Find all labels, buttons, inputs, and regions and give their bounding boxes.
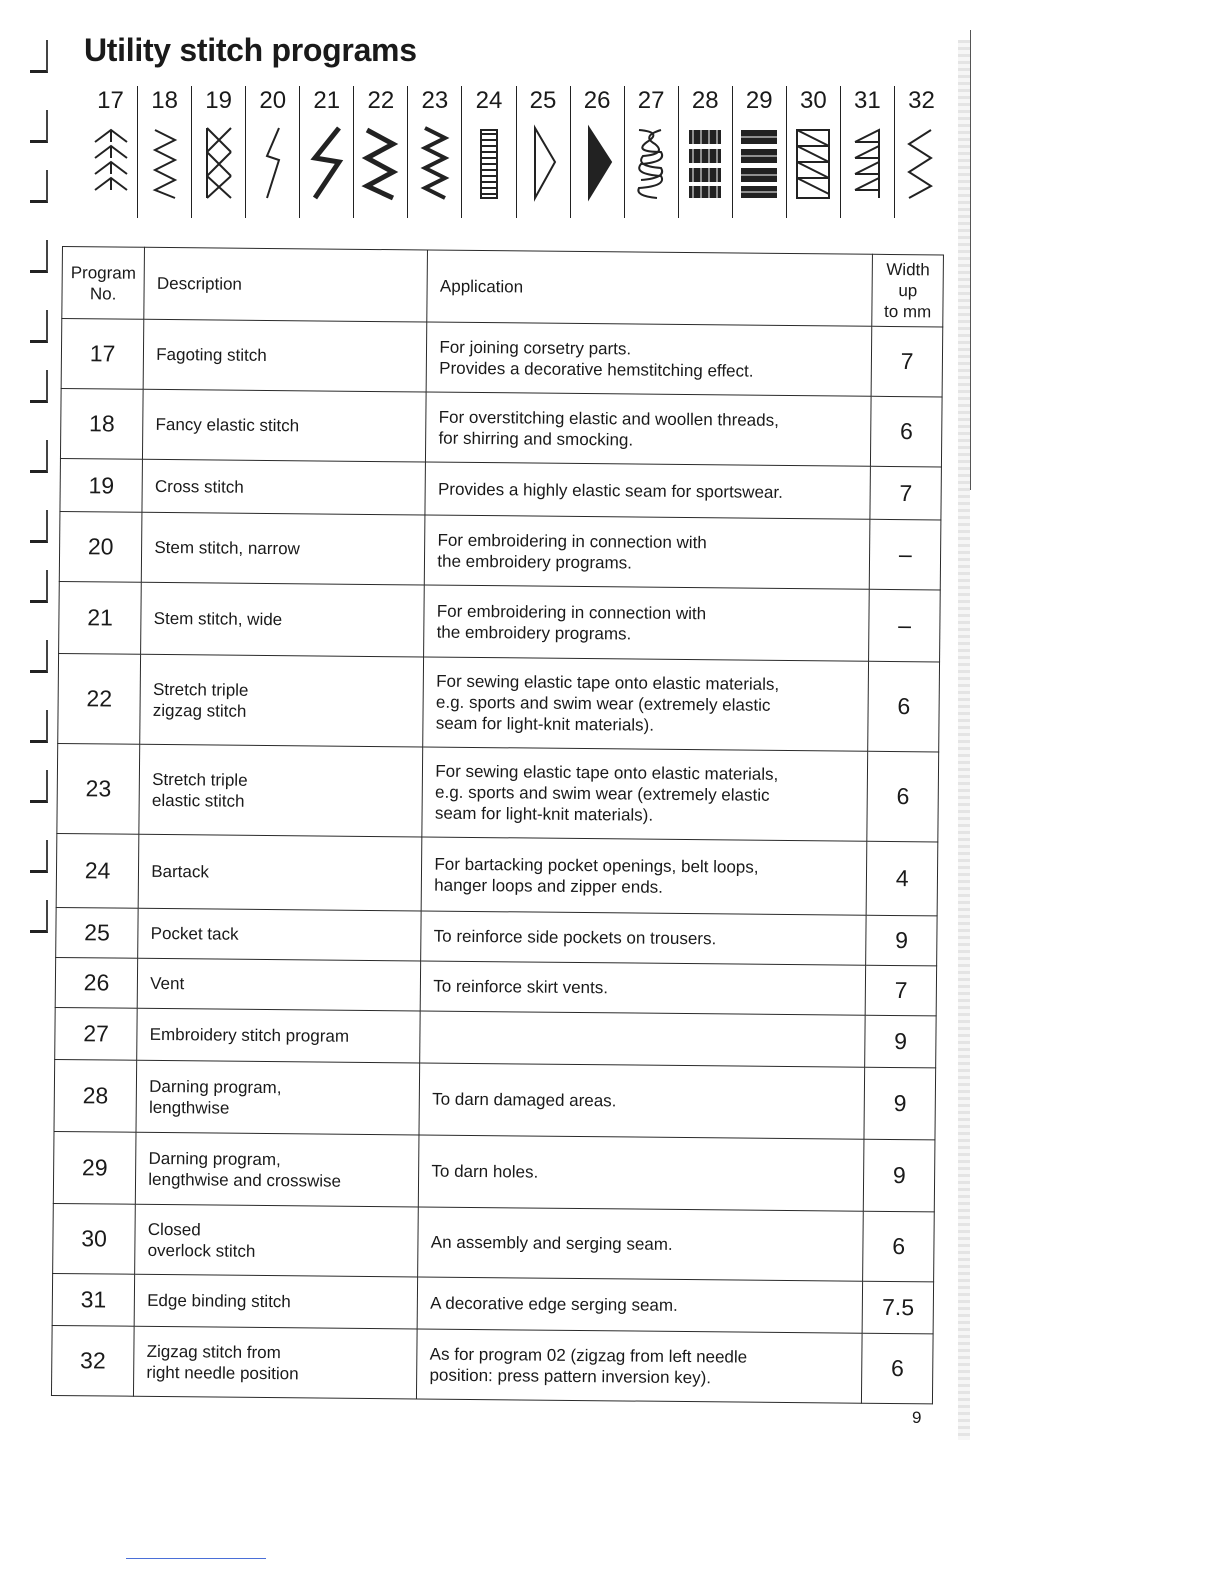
program-number: 21	[59, 581, 142, 654]
program-width: 6	[862, 1333, 933, 1404]
stitch-number: 27	[637, 87, 665, 114]
program-number: 32	[51, 1325, 134, 1396]
scan-artifact-line	[126, 1558, 266, 1559]
program-width: 6	[867, 751, 938, 842]
stitch-pattern-strip	[84, 86, 948, 218]
program-number: 29	[53, 1131, 136, 1204]
table-row	[61, 319, 943, 397]
stitch-number: 28	[691, 87, 719, 114]
program-number: 25	[56, 907, 139, 958]
stitch-cell-26	[571, 86, 625, 218]
closed-overlock-icon	[789, 122, 837, 202]
edge-binding-icon	[843, 122, 891, 202]
program-number: 27	[55, 1007, 138, 1060]
program-description: Stem stitch, narrow	[142, 512, 426, 585]
program-width: 7.5	[863, 1281, 934, 1334]
stitch-number: 25	[529, 87, 557, 114]
page-edge-line	[970, 30, 971, 490]
fancy-elastic-stitch-icon	[141, 122, 189, 202]
stitch-number: 23	[421, 87, 449, 114]
stitch-number: 22	[367, 87, 395, 114]
program-application: For sewing elastic tape onto elastic materials, e.g. sports and swim wear (extremely elastic seam for light-knit materials).	[423, 657, 869, 751]
darning-lengthwise-icon	[681, 122, 729, 202]
program-description: Fagoting stitch	[143, 319, 427, 392]
stitch-number: 24	[475, 87, 503, 114]
program-number: 18	[60, 388, 143, 459]
table-row	[55, 1007, 936, 1067]
stem-stitch-wide-icon	[303, 122, 351, 202]
program-application: For joining corsetry parts. Provides a decorative hemstitching effect.	[426, 322, 872, 396]
table-row	[53, 1131, 935, 1211]
table-header-row	[62, 247, 944, 327]
program-description: Zigzag stitch from right needle position	[134, 1326, 418, 1399]
header-width: Width up to mm	[872, 254, 943, 327]
program-width: 7	[870, 466, 941, 520]
program-description: Stem stitch, wide	[141, 582, 425, 657]
program-description: Darning program, lengthwise	[136, 1060, 420, 1135]
stretch-triple-elastic-icon	[411, 122, 459, 202]
stitch-cell-25	[517, 86, 571, 218]
page-title: Utility stitch programs	[84, 32, 417, 68]
program-application: To darn damaged areas.	[419, 1063, 865, 1139]
program-width: 6	[863, 1211, 934, 1282]
program-application	[420, 1011, 866, 1067]
embroidery-stitch-icon	[627, 122, 675, 202]
program-description: Pocket tack	[138, 908, 422, 961]
vent-icon	[573, 122, 621, 202]
program-number: 31	[52, 1273, 135, 1326]
stitch-cell-23	[408, 86, 462, 218]
stitch-cell-19	[192, 86, 246, 218]
stitch-programs-table	[51, 246, 944, 1404]
table-row	[54, 1059, 936, 1139]
darning-crosswise-icon	[735, 122, 783, 202]
program-application: An assembly and serging seam.	[418, 1207, 864, 1281]
program-width: 9	[866, 915, 937, 966]
program-number: 28	[54, 1059, 137, 1132]
program-width: 6	[868, 661, 939, 752]
table-row	[56, 907, 937, 965]
program-width: 6	[871, 396, 942, 467]
table-row	[59, 581, 941, 661]
table-row	[55, 957, 936, 1015]
program-number: 30	[53, 1203, 136, 1274]
table-row	[60, 458, 941, 519]
stitch-number: 17	[97, 87, 124, 114]
program-description: Embroidery stitch program	[137, 1008, 421, 1063]
table-row	[60, 388, 942, 466]
header-description: Description	[144, 247, 428, 322]
stitch-cell-22	[354, 86, 408, 218]
program-application: For overstitching elastic and woollen threads, for shirring and smocking.	[426, 392, 872, 466]
stretch-triple-zigzag-icon	[357, 122, 405, 202]
program-application: As for program 02 (zigzag from left needle position: press pattern inversion key).	[417, 1329, 863, 1403]
stitch-number: 18	[151, 87, 178, 114]
table-row	[52, 1273, 933, 1333]
table-row	[59, 511, 941, 589]
stitch-table-wrapper	[62, 246, 944, 1396]
stitch-number: 20	[259, 87, 287, 114]
stitch-cell-27	[625, 86, 679, 218]
stem-stitch-narrow-icon	[249, 122, 297, 202]
program-description: Cross stitch	[142, 459, 426, 515]
cross-stitch-icon	[195, 122, 243, 202]
stitch-number: 29	[745, 87, 773, 114]
program-number: 26	[55, 957, 138, 1008]
stitch-number: 30	[799, 87, 827, 114]
table-row	[51, 1325, 933, 1403]
stitch-cell-20	[246, 86, 300, 218]
program-description: Edge binding stitch	[134, 1274, 418, 1329]
zigzag-right-needle-icon	[897, 122, 945, 202]
program-description: Stretch triple elastic stitch	[139, 744, 423, 837]
program-application: To darn holes.	[419, 1135, 865, 1211]
program-width: 4	[867, 841, 938, 916]
stitch-number: 26	[583, 87, 611, 114]
program-width: 7	[866, 965, 937, 1016]
program-application: To reinforce skirt vents.	[421, 961, 867, 1015]
header-program-no: Program No.	[62, 247, 145, 320]
program-description: Stretch triple zigzag stitch	[140, 654, 424, 747]
fagoting-stitch-icon	[87, 122, 135, 202]
program-width: –	[870, 519, 941, 590]
program-description: Vent	[137, 958, 421, 1011]
header-application: Application	[427, 250, 873, 326]
stitch-cell-30	[787, 86, 841, 218]
pocket-tack-icon	[519, 122, 567, 202]
scan-edge-shadow	[958, 40, 970, 1440]
program-application: For bartacking pocket openings, belt loops, hanger loops and zipper ends.	[421, 837, 867, 915]
program-width: –	[869, 589, 940, 662]
table-row	[58, 653, 940, 751]
stitch-cell-21	[300, 86, 354, 218]
bartack-icon	[465, 122, 513, 202]
program-application: For embroidering in connection with the embroidery programs.	[424, 585, 870, 661]
program-number: 19	[60, 458, 143, 512]
program-width: 9	[864, 1067, 935, 1140]
program-application: To reinforce side pockets on trousers.	[421, 911, 867, 965]
stitch-cell-18	[138, 86, 192, 218]
program-number: 24	[56, 833, 139, 908]
program-number: 23	[57, 743, 140, 834]
program-application: For sewing elastic tape onto elastic materials, e.g. sports and swim wear (extremely elastic seam for light-knit materials).	[422, 747, 868, 841]
stitch-cell-29	[733, 86, 787, 218]
program-application: A decorative edge serging seam.	[417, 1277, 863, 1333]
program-width: 9	[865, 1015, 936, 1068]
stitch-cell-17	[84, 86, 138, 218]
stitch-cell-31	[841, 86, 895, 218]
stitch-cell-32	[895, 86, 948, 218]
table-row	[56, 833, 938, 915]
stitch-cell-24	[462, 86, 516, 218]
table-row	[57, 743, 939, 841]
program-description: Closed overlock stitch	[135, 1204, 419, 1277]
stitch-number: 21	[313, 87, 341, 114]
program-application: Provides a highly elastic seam for sportswear.	[425, 462, 871, 519]
stitch-number: 31	[854, 87, 881, 114]
stitch-cell-28	[679, 86, 733, 218]
program-description: Bartack	[138, 834, 422, 911]
stitch-number: 32	[908, 87, 935, 114]
program-width: 9	[864, 1139, 935, 1212]
program-width: 7	[872, 326, 943, 397]
program-description: Darning program, lengthwise and crosswise	[136, 1132, 420, 1207]
program-number: 22	[58, 653, 141, 744]
program-number: 20	[59, 511, 142, 582]
program-number: 17	[61, 319, 144, 390]
table-row	[53, 1203, 935, 1281]
program-application: For embroidering in connection with the embroidery programs.	[425, 515, 871, 589]
page-number: 9	[912, 1408, 922, 1427]
stitch-number: 19	[205, 87, 232, 114]
program-description: Fancy elastic stitch	[143, 389, 427, 462]
